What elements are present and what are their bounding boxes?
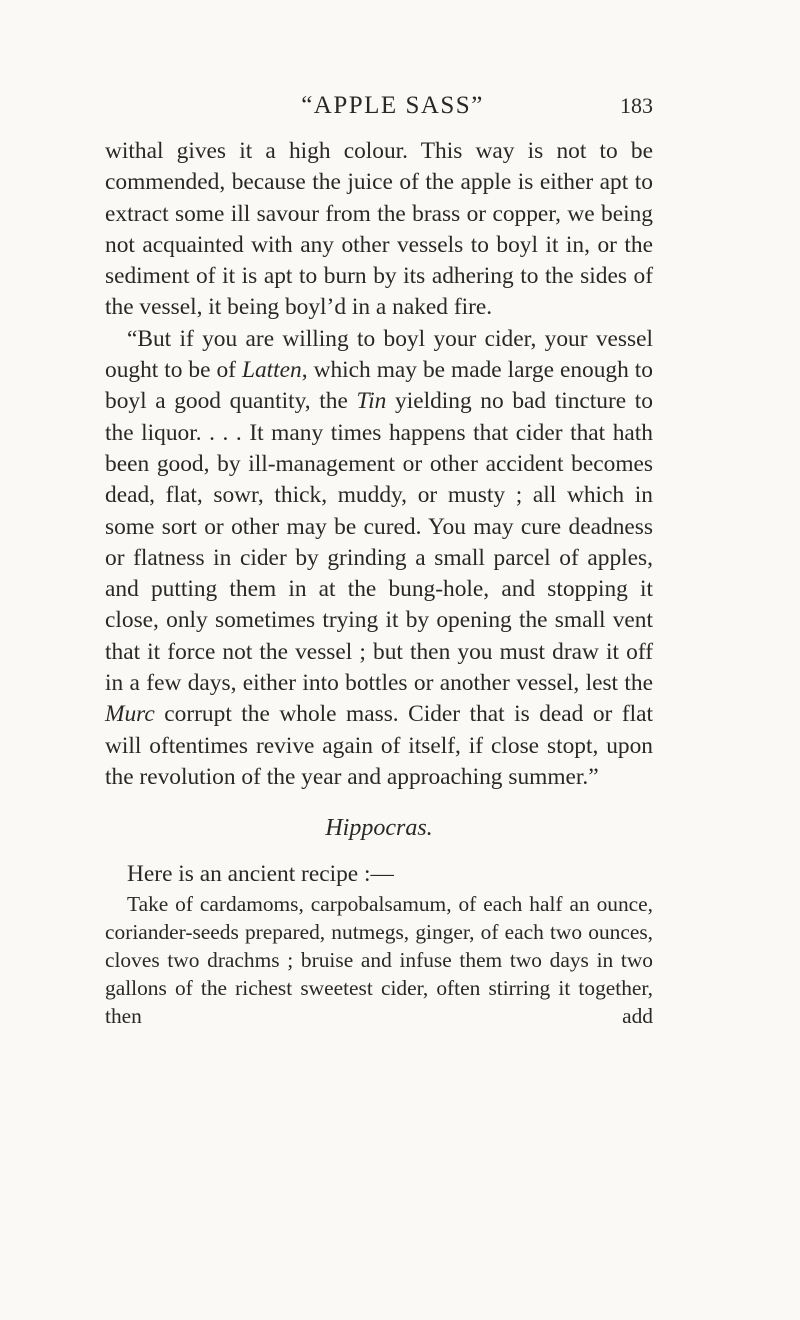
page-number: 183	[620, 93, 653, 118]
recipe-intro: Here is an ancient recipe :—	[127, 860, 394, 887]
tin-term: Tin	[356, 388, 387, 415]
paragraph-2-part-a: “But if you are willing to boyl your cider, your vessel ought to be of	[105, 325, 653, 384]
body-text	[105, 136, 653, 1031]
murc-term: Murc	[105, 701, 155, 728]
paragraph-2	[105, 324, 653, 793]
running-head	[105, 92, 653, 120]
paragraph-2-part-c: yielding no bad tincture to the liquor. . . . It many times happens that cider that hath been good, by ill-management or other accident becomes dead, flat, sowr, thick, muddy, or musty ; all which in some sort or other may be cured. You may cure deadness or flatness in cider by grinding a small parcel of apples, and putting them in at the bung-hole, and stopping it close, only sometimes trying it by opening the small vent that it force not the vessel ; but then you must draw it off in a few days, either into bottles or another vessel, lest the	[105, 388, 653, 697]
paragraph-1: withal gives it a high colour. This way is not to be commended, because the juice of the apple is either apt to extract some ill savour from the brass or copper, we being not acquainted with any other vessels to boyl it in, or the sediment of it is apt to burn by its adhering to the sides of the vessel, it being boyl’d in a naked fire.	[105, 138, 653, 321]
section-title: Hippocras.	[325, 815, 433, 842]
running-title: “APPLE SASS”	[301, 92, 484, 119]
paragraph-2-part-b: , which may be made large enough to boyl a good quantity, the	[105, 357, 653, 415]
recipe-body: Take of cardamoms, carpobalsamum, of each half an ounce, coriander-seeds prepared, nutmegs, ginger, of each two ounces, cloves two drachms ; bruise and infuse them two days in two gallons of the richest sweetest cider, often stirring it together, then add	[105, 891, 653, 1029]
latten-term: Latten	[241, 357, 302, 384]
paragraph-2-part-d: corrupt the whole mass. Cider that is dead or flat will oftentimes revive again of itself, if close stopt, upon the revolution of the year and approaching summer.”	[105, 701, 653, 790]
